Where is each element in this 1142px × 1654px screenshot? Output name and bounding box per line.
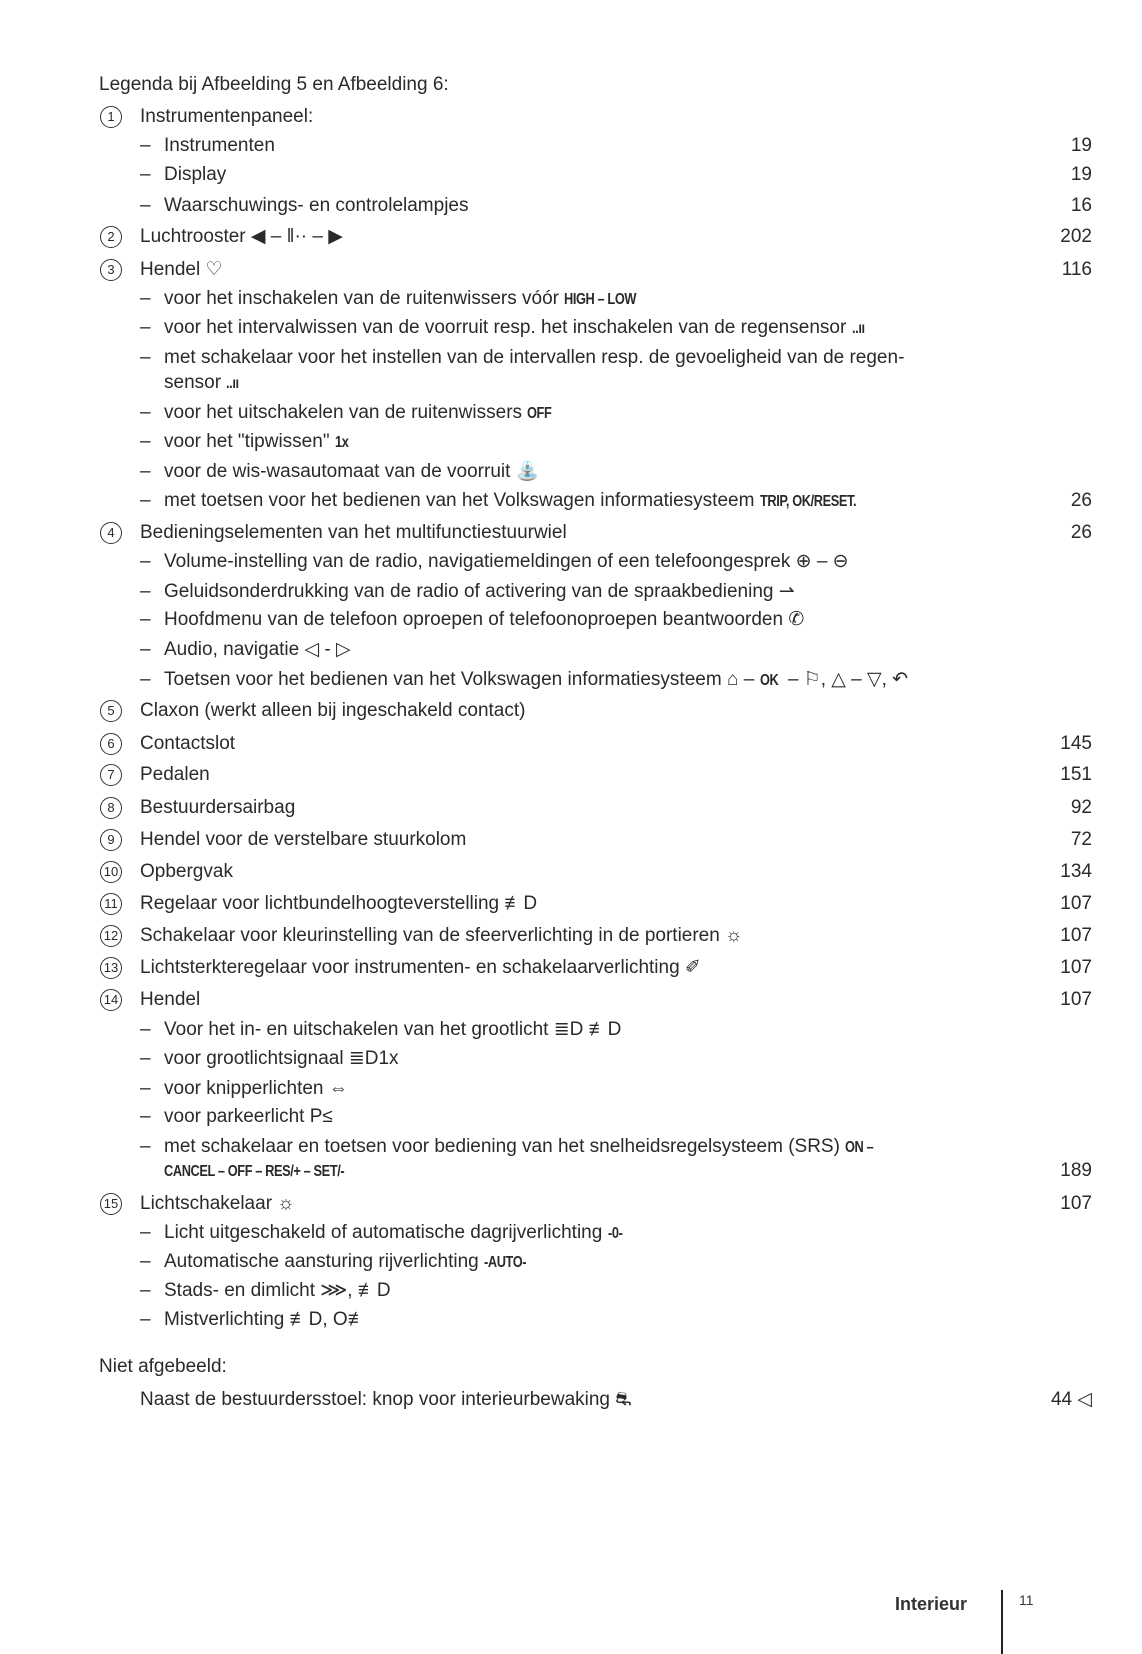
legend-label: Legenda bij Afbeelding 5 en Afbeelding 6: (99, 74, 449, 95)
legend-label: Naast de bestuurdersstoel: knop voor interieurbewaking ⛐ (140, 1389, 632, 1410)
page-reference: 107 (1060, 925, 1092, 946)
legend-text (164, 637, 351, 663)
bullet-dash: – (140, 1048, 151, 1069)
legend-text (164, 162, 226, 188)
control-code: -AUTO- (484, 1254, 527, 1271)
legend-row (0, 459, 1142, 485)
legend-label: Hendel ♡ (140, 259, 223, 280)
legend-text (164, 193, 468, 219)
bullet-dash: – (140, 581, 151, 602)
legend-row (0, 1017, 1142, 1043)
bullet-dash: – (140, 461, 151, 482)
legend-label: voor de wis-wasautomaat van de voorruit ⛲ (164, 461, 540, 482)
legend-row (0, 549, 1142, 575)
legend-label: met schakelaar voor het instellen van de intervallen resp. de gevoeligheid van de regen- (164, 347, 905, 368)
page-reference: 107 (1060, 957, 1092, 978)
page-reference: 19 (1070, 164, 1092, 185)
item-number-badge: 10 (100, 861, 122, 883)
legend-text (140, 955, 701, 981)
legend-label: Bestuurdersairbag (140, 797, 296, 818)
legend-label: Automatische aansturing rijverlichting (164, 1251, 484, 1272)
bullet-dash: – (140, 347, 151, 368)
legend-label: Regelaar voor lichtbundelhoogteverstelling ≢D (140, 893, 538, 914)
page-reference: 16 (1070, 195, 1092, 216)
page-reference: 145 (1060, 733, 1092, 754)
page-reference: 92 (1070, 797, 1092, 818)
item-number-badge: 8 (100, 797, 122, 819)
page-reference: 44 ◁ (1050, 1389, 1092, 1410)
page-reference: 72 (1070, 829, 1092, 850)
legend-row (0, 162, 1142, 188)
legend-row (0, 1249, 1142, 1275)
bullet-dash: – (140, 164, 151, 185)
bullet-dash: – (140, 1019, 151, 1040)
legend-row (0, 1104, 1142, 1130)
legend-row (0, 827, 1142, 853)
legend-label: Licht uitgeschakeld of automatische dagrijverlichting (164, 1222, 608, 1243)
bullet-dash: – (140, 288, 151, 309)
legend-text (140, 520, 567, 546)
legend-label: Instrumentenpaneel: (140, 106, 314, 127)
legend-row (0, 1354, 1142, 1380)
bullet-dash: – (140, 1078, 151, 1099)
legend-text (164, 667, 908, 694)
legend-label: Hendel voor de verstelbare stuurkolom (140, 829, 467, 850)
legend-text (164, 1249, 537, 1276)
legend-row (0, 370, 1142, 396)
legend-label: Hoofdmenu van de telefoon oproepen of telefoonoproepen beantwoorden ✆ (164, 609, 805, 630)
legend-label: Schakelaar voor kleurinstelling van de sfeerverlichting in de portieren ☼ (140, 925, 743, 946)
legend-text (164, 1307, 367, 1333)
control-code: OFF (527, 405, 552, 422)
legend-row (0, 923, 1142, 949)
page-reference: 134 (1060, 861, 1092, 882)
control-code: OK (759, 672, 778, 689)
legend-text (140, 104, 313, 130)
legend-row (0, 1278, 1142, 1304)
legend-row (0, 1191, 1142, 1217)
legend-row (0, 429, 1142, 455)
item-number-badge: 6 (100, 733, 122, 755)
legend-row (0, 579, 1142, 605)
legend-label: Geluidsonderdrukking van de radio of activering van de spraakbediening ⇀ (164, 581, 795, 602)
legend-text (140, 762, 210, 788)
item-number-badge: 3 (100, 259, 122, 281)
legend-text (164, 1158, 389, 1185)
legend-row (0, 955, 1142, 981)
legend-text (164, 400, 558, 427)
legend-label: Hendel (140, 989, 201, 1010)
legend-text (164, 549, 849, 575)
legend-text (164, 1046, 399, 1072)
item-number-badge: 2 (100, 226, 122, 248)
legend-row (0, 762, 1142, 788)
legend-row (0, 72, 1142, 98)
item-number-badge: 1 (100, 106, 122, 128)
legend-row (0, 859, 1142, 885)
legend-label: Contactslot (140, 733, 236, 754)
legend-label: Mistverlichting ≢D, O≢ (164, 1309, 367, 1330)
legend-text (140, 859, 233, 885)
legend-text (164, 429, 352, 456)
page-reference: 202 (1060, 226, 1092, 247)
item-number-badge: 12 (100, 925, 122, 947)
legend-row (0, 891, 1142, 917)
bullet-dash: – (140, 1280, 151, 1301)
legend-text (140, 987, 200, 1013)
legend-label: Niet afgebeeld: (99, 1356, 227, 1377)
legend-row (0, 104, 1142, 130)
legend-row (0, 224, 1142, 250)
page-reference: 107 (1060, 989, 1092, 1010)
legend-label: met schakelaar en toetsen voor bediening van het snelheidsregelsysteem (SRS) (164, 1136, 846, 1157)
bullet-dash: – (140, 551, 151, 572)
bullet-dash: – (140, 1309, 151, 1330)
bullet-dash: – (140, 1136, 151, 1157)
legend-text (140, 1387, 632, 1413)
legend-text (164, 370, 242, 397)
legend-text (164, 1220, 626, 1247)
legend-label: Toetsen voor het bedienen van het Volkswagen informatiesysteem ⌂ – (164, 669, 760, 690)
footer-page-number: 11 (1019, 1592, 1034, 1608)
legend-label: Voor het in- en uitschakelen van het grootlicht ≣D ≢D (164, 1019, 622, 1040)
legend-label: sensor (164, 372, 227, 393)
legend-text (140, 731, 235, 757)
item-number-badge: 11 (100, 893, 122, 915)
bullet-dash: – (140, 317, 151, 338)
legend-text (164, 607, 804, 633)
legend-label: voor het uitschakelen van de ruitenwissers (164, 402, 528, 423)
page-reference: 189 (1060, 1160, 1092, 1181)
bullet-dash: – (140, 639, 151, 660)
legend-text (140, 891, 537, 917)
bullet-dash: – (140, 1106, 151, 1127)
legend-label: Claxon (werkt alleen bij ingeschakeld contact) (140, 700, 526, 721)
item-number-badge: 4 (100, 522, 122, 544)
legend-row (0, 1076, 1142, 1102)
control-code: CANCEL – OFF – RES/+ – SET/- (164, 1163, 345, 1180)
control-code: ..ıı (851, 320, 865, 337)
legend-text (164, 345, 904, 371)
legend-row (0, 1220, 1142, 1246)
control-code: 1x (334, 434, 349, 451)
legend-row (0, 286, 1142, 312)
legend-row (0, 520, 1142, 546)
legend-text (164, 1104, 333, 1130)
legend-label: Display (164, 164, 227, 185)
legend-label: voor parkeerlicht P≤ (164, 1106, 333, 1127)
legend-label: voor grootlichtsignaal ≣D1x (164, 1048, 399, 1069)
page-reference: 151 (1060, 764, 1092, 785)
legend-row (0, 698, 1142, 724)
legend-text (140, 795, 295, 821)
legend-label: voor het "tipwissen" (164, 431, 335, 452)
legend-label: Pedalen (140, 764, 210, 785)
legend-text (140, 923, 743, 949)
legend-text (140, 257, 223, 283)
bullet-dash: – (140, 402, 151, 423)
legend-label: Opbergvak (140, 861, 233, 882)
control-code: -0- (607, 1225, 623, 1242)
legend-row (0, 731, 1142, 757)
page-reference: 107 (1060, 893, 1092, 914)
legend-row (0, 1307, 1142, 1333)
legend-text (164, 1017, 621, 1043)
legend-label: Waarschuwings- en controlelampjes (164, 195, 469, 216)
bullet-dash: – (140, 135, 151, 156)
legend-row (0, 637, 1142, 663)
legend-row (0, 488, 1142, 514)
legend-text (164, 315, 867, 342)
legend-row (0, 1134, 1142, 1160)
legend-row (0, 315, 1142, 341)
legend-label-suffix: – ⚐, △ – ▽, ↶ (782, 669, 909, 690)
legend-row (0, 1158, 1142, 1184)
legend-row (0, 667, 1142, 693)
item-number-badge: 9 (100, 829, 122, 851)
item-number-badge: 13 (100, 957, 122, 979)
legend-text (99, 1354, 227, 1380)
legend-label: Lichtsterkteregelaar voor instrumenten- en schakelaarverlichting ✐ (140, 957, 701, 978)
legend-label: Instrumenten (164, 135, 275, 156)
legend-row (0, 987, 1142, 1013)
legend-row (0, 607, 1142, 633)
control-code: ON – (845, 1139, 874, 1156)
bullet-dash: – (140, 431, 151, 452)
footer-section-title: Interieur (895, 1594, 968, 1614)
legend-text (140, 698, 525, 724)
legend-text (164, 133, 275, 159)
bullet-dash: – (140, 195, 151, 216)
legend-row (0, 400, 1142, 426)
page-reference: 26 (1070, 490, 1092, 511)
legend-text (164, 1278, 391, 1304)
control-code: ..ıı (226, 375, 239, 392)
control-code: HIGH – LOW (564, 291, 637, 308)
legend-text (140, 827, 466, 853)
legend-row (0, 193, 1142, 219)
legend-text (140, 224, 343, 250)
bullet-dash: – (140, 669, 151, 690)
legend-label: Stads- en dimlicht ⋙, ≢D (164, 1280, 391, 1301)
item-number-badge: 7 (100, 764, 122, 786)
page-reference: 26 (1070, 522, 1092, 543)
legend-label: voor knipperlichten ⇔ (164, 1078, 348, 1099)
legend-text (164, 1134, 881, 1161)
item-number-badge: 5 (100, 700, 122, 722)
bullet-dash: – (140, 1222, 151, 1243)
legend-row (0, 1387, 1142, 1413)
legend-text (164, 488, 880, 515)
item-number-badge: 14 (100, 989, 122, 1011)
legend-label: Volume-instelling van de radio, navigatiemeldingen of een telefoongesprek ⊕ – ⊖ (164, 551, 849, 572)
legend-text (164, 1076, 348, 1102)
footer-divider (1001, 1590, 1003, 1654)
legend-label: voor het inschakelen van de ruitenwissers vóór (164, 288, 565, 309)
page-reference: 19 (1070, 135, 1092, 156)
legend-text (164, 579, 795, 605)
legend-row (0, 345, 1142, 371)
legend-label: Audio, navigatie ◁ - ▷ (164, 639, 351, 660)
item-number-badge: 15 (100, 1193, 122, 1215)
legend-text (164, 286, 654, 313)
legend-text (99, 72, 449, 98)
legend-row (0, 257, 1142, 283)
legend-label: voor het intervalwissen van de voorruit resp. het inschakelen van de regensensor (164, 317, 852, 338)
page-reference: 107 (1060, 1193, 1092, 1214)
legend-text (164, 459, 539, 485)
control-code: TRIP, OK/RESET. (759, 493, 856, 510)
bullet-dash: – (140, 490, 151, 511)
legend-label: Lichtschakelaar ☼ (140, 1193, 295, 1214)
legend-row (0, 133, 1142, 159)
legend-label: met toetsen voor het bedienen van het Volkswagen informatiesysteem (164, 490, 760, 511)
legend-label: Bedieningselementen van het multifunctiestuurwiel (140, 522, 567, 543)
legend-row (0, 795, 1142, 821)
legend-text (140, 1191, 295, 1217)
page-reference: 116 (1061, 259, 1092, 280)
legend-row (0, 1046, 1142, 1072)
legend-label: Luchtrooster ◀ – ǁ·· – ▶ (140, 226, 343, 247)
bullet-dash: – (140, 609, 151, 630)
bullet-dash: – (140, 1251, 151, 1272)
